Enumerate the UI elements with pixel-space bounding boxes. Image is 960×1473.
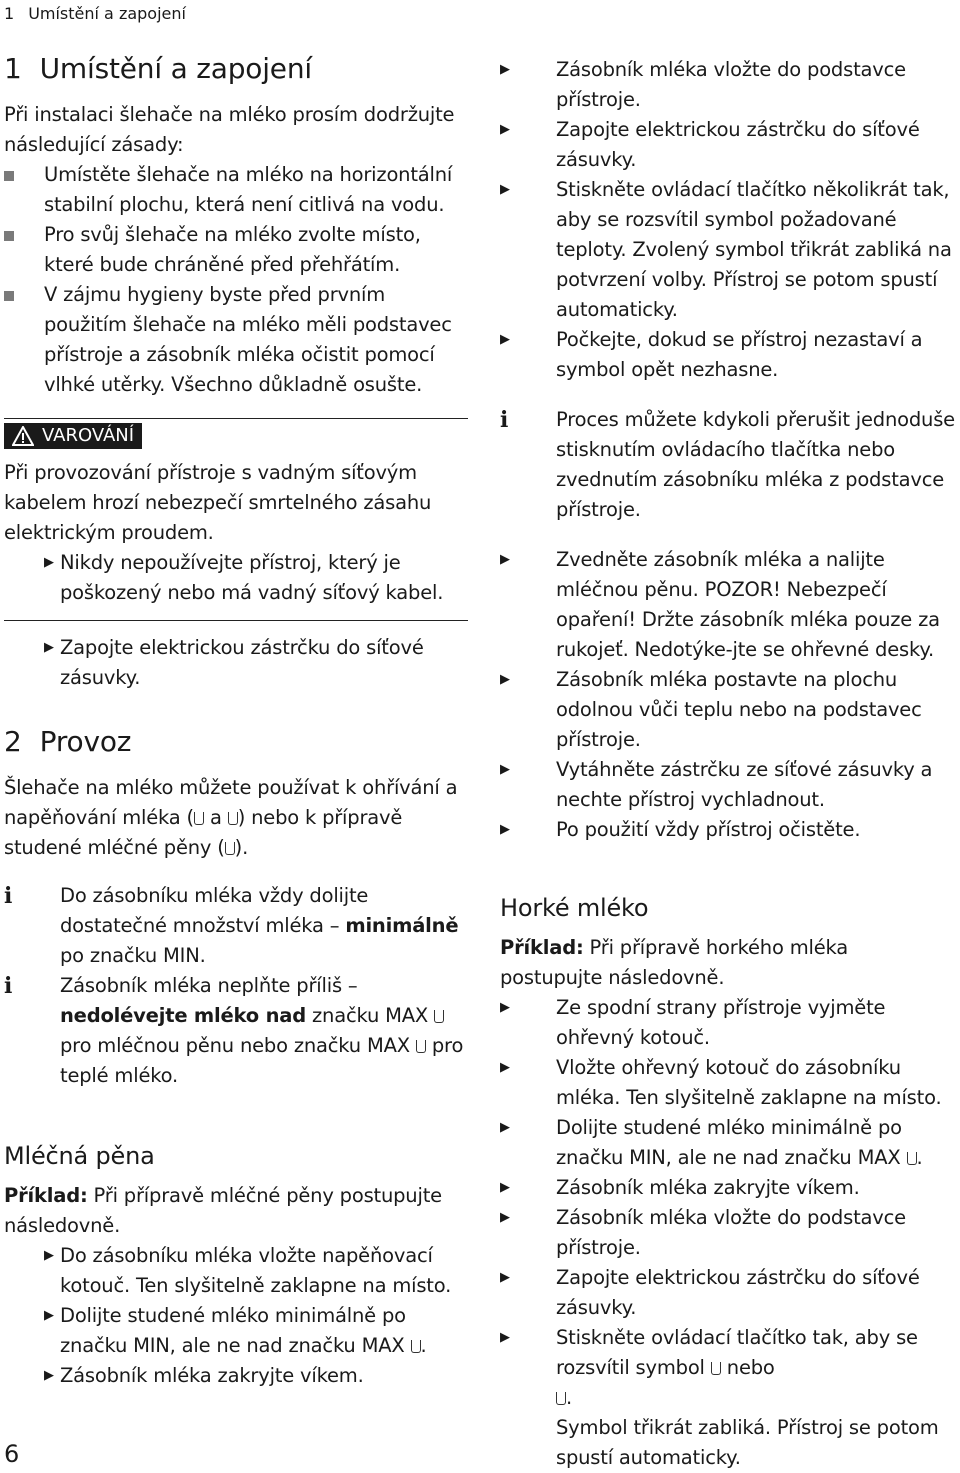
warning-step: [44, 548, 468, 608]
triangle-bullet-icon: ▶: [500, 672, 510, 687]
foam-step: [44, 1301, 468, 1361]
info-text: Proces můžete kdykoli přerušit jednoduše stisknutím ovládacího tlačítka nebo zvednutím zásobníku mléka z podstavce přístroje.: [556, 408, 955, 521]
triangle-bullet-icon: ▶: [44, 555, 54, 570]
foam-cup-icon: [194, 812, 204, 825]
triangle-bullet-icon: ▶: [500, 332, 510, 347]
step: [500, 325, 956, 385]
hot-step: [500, 1203, 956, 1263]
hot-step: [500, 1263, 956, 1323]
triangle-bullet-icon: ▶: [500, 1000, 510, 1015]
foam-cup-icon: [434, 1010, 444, 1023]
bullet-text: Pro svůj šlehače na mléko zvolte místo, které bude chráněné před přehřátím.: [44, 223, 421, 276]
section-2-intro: [4, 773, 468, 863]
milk-cup-icon: [907, 1152, 917, 1165]
warning-end-rule: [4, 620, 468, 621]
step-text: Zásobník mléka zakryjte víkem.: [60, 1364, 364, 1387]
triangle-bullet-icon: ▶: [500, 1120, 510, 1135]
warning-triangle-icon: [12, 426, 34, 446]
section-2-title: Provoz: [39, 725, 132, 758]
step-text: Dolijte studené mléko minimálně po značku MIN, ale ne nad značku MAX .: [60, 1304, 427, 1357]
list-item: [4, 160, 468, 220]
step: [500, 55, 956, 115]
triangle-bullet-icon: ▶: [44, 1308, 54, 1323]
foam-step: [44, 1241, 468, 1301]
step: [500, 755, 956, 815]
step-text: Zásobník mléka zakryjte víkem.: [556, 1176, 860, 1199]
triangle-bullet-icon: ▶: [500, 122, 510, 137]
hot-step: [500, 993, 956, 1053]
info-icon: i: [4, 883, 13, 909]
triangle-bullet-icon: ▶: [44, 640, 54, 655]
list-item: [4, 280, 468, 400]
bullet-text: V zájmu hygieny byste před prvním použitím šlehače na mléko měli podstavec přístroje a zásobník mléka očistit pomocí vlhké utěrky. Všechno důkladně osušte.: [44, 283, 452, 396]
hot-step: [500, 1113, 956, 1173]
triangle-bullet-icon: ▶: [500, 762, 510, 777]
intro-text: ).: [234, 836, 249, 859]
triangle-bullet-icon: ▶: [44, 1248, 54, 1263]
triangle-bullet-icon: ▶: [44, 1368, 54, 1383]
step-text: Zásobník mléka postavte na plochu odolnou vůči teplu nebo na podstavec přístroje.: [556, 668, 922, 751]
step-text: Ze spodní strany přístroje vyjměte ohřevný kotouč.: [556, 996, 886, 1049]
foam-step: [44, 1361, 468, 1391]
step: [500, 175, 956, 325]
step-text: Zásobník mléka vložte do podstavce přístroje.: [556, 1206, 906, 1259]
hot-milk-heading: Horké mléko: [500, 894, 649, 922]
hot-milk-cup-icon: [228, 812, 238, 825]
step-text: Dolijte studené mléko minimálně po značku MIN, ale ne nad značku MAX .: [556, 1116, 923, 1169]
step-plug-in: [44, 633, 468, 693]
triangle-bullet-icon: ▶: [500, 1330, 510, 1345]
step: [500, 815, 956, 845]
step-text: Zapojte elektrickou zástrčku do síťové zásuvky.: [556, 118, 920, 171]
warning-badge: [4, 423, 142, 449]
triangle-bullet-icon: ▶: [500, 1060, 510, 1075]
foam-cup-icon: [411, 1340, 421, 1353]
warning-box: [4, 418, 468, 621]
hot-step: [500, 1053, 956, 1113]
info-text: Zásobník mléka neplňte příliš – nedolévejte mléko nad značku MAX pro mléčnou pěnu nebo značku MAX pro teplé mléko.: [60, 974, 464, 1087]
section-1-title: Umístění a zapojení: [39, 52, 312, 85]
left-column: [4, 50, 468, 1391]
step-text: Vytáhněte zástrčku ze síťové zásuvky a nechte přístroj vychladnout.: [556, 758, 933, 811]
info-note: [500, 405, 956, 525]
section-1-heading: [4, 50, 468, 88]
step-text: Počkejte, dokud se přístroj nezastaví a symbol opět nezhasne.: [556, 328, 923, 381]
step: [500, 115, 956, 175]
info-icon: i: [500, 407, 509, 433]
running-header: [4, 4, 186, 23]
section-1-number: 1: [4, 52, 22, 85]
header-chapter-title: Umístění a zapojení: [28, 4, 186, 23]
triangle-bullet-icon: ▶: [500, 1210, 510, 1225]
triangle-bullet-icon: ▶: [500, 182, 510, 197]
square-bullet-icon: [4, 160, 44, 220]
info-text: Do zásobníku mléka vždy dolijte dostatečné množství mléka – minimálně po značku MIN.: [60, 884, 459, 967]
step-text: Zásobník mléka vložte do podstavce přístroje.: [556, 58, 906, 111]
square-bullet-icon: [4, 280, 44, 400]
header-chapter-number: 1: [4, 4, 15, 23]
section-1-intro: Při instalaci šlehače na mléko prosím dodržujte následující zásady:: [4, 103, 455, 156]
info-note: [4, 971, 468, 1091]
hot-milk-cup-icon: [556, 1392, 566, 1405]
foam-cup-icon: [711, 1362, 721, 1375]
warning-step-text: Nikdy nepoužívejte přístroj, který je poškozený nebo má vadný síťový kabel.: [60, 551, 444, 604]
triangle-bullet-icon: ▶: [500, 1270, 510, 1285]
page-number: 6: [4, 1440, 20, 1468]
step-text: Po použití vždy přístroj očistěte.: [556, 818, 861, 841]
triangle-bullet-icon: ▶: [500, 822, 510, 837]
foam-example: Příklad: Při přípravě mléčné pěny postupujte následovně.: [4, 1184, 442, 1237]
triangle-bullet-icon: ▶: [500, 1180, 510, 1195]
step-text: Zapojte elektrickou zástrčku do síťové zásuvky.: [556, 1266, 920, 1319]
milk-cup-icon: [416, 1040, 426, 1053]
square-bullet-icon: [4, 220, 44, 280]
triangle-bullet-icon: ▶: [500, 552, 510, 567]
intro-text: ) nebo k přípravě studené mléčné pěny (: [4, 806, 403, 859]
hot-step-note: [500, 1413, 956, 1473]
milk-foam-heading: Mléčná pěna: [4, 1142, 155, 1170]
hot-step: [500, 1323, 956, 1413]
step-text: Stiskněte ovládací tlačítko několikrát tak, aby se rozsvítil symbol požadované teploty. Zvolený symbol třikrát zabliká na potvrzení volby. Přístroj se potom spustí automaticky.: [556, 178, 952, 321]
list-item: [4, 220, 468, 280]
step: [500, 665, 956, 755]
step-text: Vložte ohřevný kotouč do zásobníku mléka. Ten slyšitelně zaklapne na místo.: [556, 1056, 942, 1109]
step-text: Do zásobníku mléka vložte napěňovací kotouč. Ten slyšitelně zaklapne na místo.: [60, 1244, 452, 1297]
section-2-heading: [4, 723, 468, 761]
info-note: [4, 881, 468, 971]
hot-step: [500, 1173, 956, 1203]
step-text: Symbol třikrát zabliká. Přístroj se potom spustí automaticky.: [556, 1416, 939, 1469]
intro-text: Šlehače na mléko můžete používat k ohřívání a napěňování mléka (: [4, 776, 458, 829]
step-text: Zapojte elektrickou zástrčku do síťové zásuvky.: [60, 636, 424, 689]
step-text: Zvedněte zásobník mléka a nalijte mléčnou pěnu. POZOR! Nebezpečí opaření! Držte zásobník mléka pouze za rukojeť. Nedotýke-jte se ohřevné desky.: [556, 548, 940, 661]
right-column: [500, 55, 956, 1473]
intro-text: a: [203, 806, 228, 829]
step: [500, 545, 956, 665]
triangle-bullet-icon: ▶: [500, 62, 510, 77]
info-icon: i: [4, 973, 13, 999]
step-text: Stiskněte ovládací tlačítko tak, aby se rozsvítil symbol nebo .: [556, 1326, 918, 1409]
bullet-text: Umístěte šlehače na mléko na horizontální stabilní plochu, která není citlivá na vodu.: [44, 163, 453, 216]
warning-label: VAROVÁNÍ: [42, 425, 135, 446]
warning-text: Při provozování přístroje s vadným síťovým kabelem hrozí nebezpečí smrtelného zásahu elektrickým proudem.: [4, 461, 432, 544]
cold-foam-cup-icon: [225, 842, 235, 855]
section-2-number: 2: [4, 725, 22, 758]
hot-example: Příklad: Při přípravě horkého mléka postupujte následovně.: [500, 936, 849, 989]
